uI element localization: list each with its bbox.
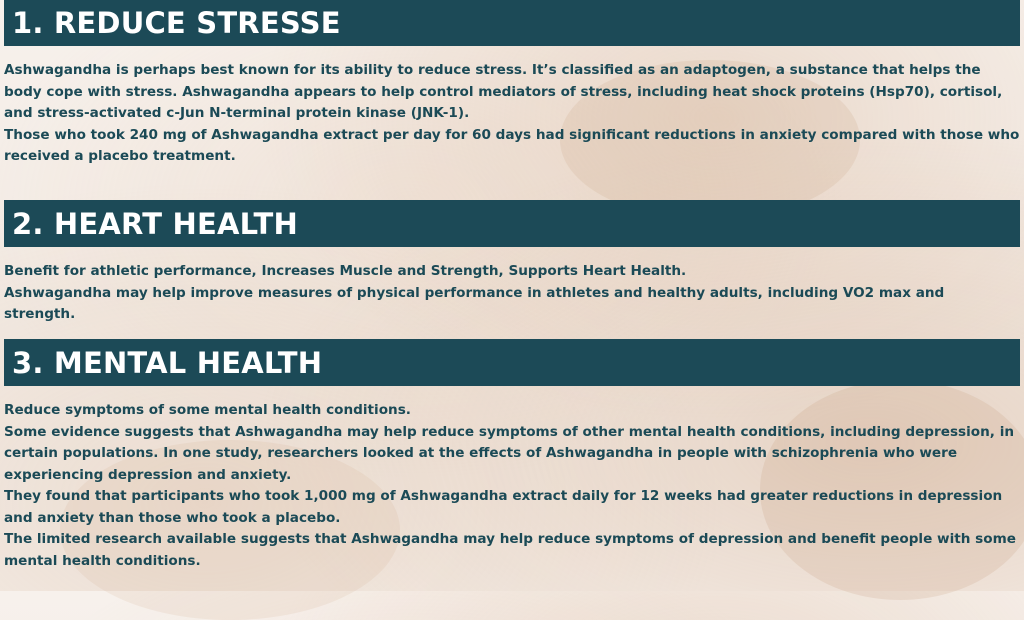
section-mental-health bbox=[4, 339, 1020, 572]
paragraph: Ashwagandha may help improve measures of physical performance in athletes and healthy adults, including VO2 max and strength. bbox=[4, 284, 945, 322]
paragraph: They found that participants who took 1,000 mg of Ashwagandha extract daily for 12 weeks had greater reductions in depression and anxiety than those who took a placebo. bbox=[4, 488, 1003, 526]
section-heading-bar bbox=[4, 0, 1020, 46]
paragraph: Ashwagandha is perhaps best known for its ability to reduce stress. It’s classified as an adaptogen, a substance that helps the body cope with stress. Ashwagandha appears to help control mediators of stress, including heat shock proteins (Hsp70), cortisol, and stress-activated c-Jun N-terminal protein kinase (JNK-1). bbox=[4, 62, 1003, 121]
section-heading-bar bbox=[4, 339, 1020, 386]
paragraph: Reduce symptoms of some mental health conditions. bbox=[4, 402, 411, 418]
paragraph: The limited research available suggests that Ashwagandha may help reduce symptoms of depression and benefit people with some mental health conditions. bbox=[4, 531, 1016, 569]
section-heading: 3. MENTAL HEALTH bbox=[12, 345, 323, 380]
section-heading: 2. HEART HEALTH bbox=[12, 206, 298, 241]
section-body bbox=[4, 400, 1020, 572]
section-body bbox=[4, 261, 1020, 326]
section-reduce-stress bbox=[4, 0, 1020, 168]
paragraph: Benefit for athletic performance, Increases Muscle and Strength, Supports Heart Health. bbox=[4, 263, 687, 279]
paragraph: Those who took 240 mg of Ashwagandha extract per day for 60 days had significant reductions in anxiety compared with those who received a placebo treatment. bbox=[4, 126, 1020, 164]
section-heading: 1. REDUCE STRESSE bbox=[12, 6, 341, 40]
section-heart-health bbox=[4, 200, 1020, 326]
section-heading-bar bbox=[4, 200, 1020, 247]
section-body bbox=[4, 60, 1020, 168]
paragraph: Some evidence suggests that Ashwagandha may help reduce symptoms of other mental health conditions, including depression, in certain populations. In one study, researchers looked at the effects of Ashwagandha in people with schizophrenia who were experiencing depression and anxiety. bbox=[4, 423, 1015, 483]
